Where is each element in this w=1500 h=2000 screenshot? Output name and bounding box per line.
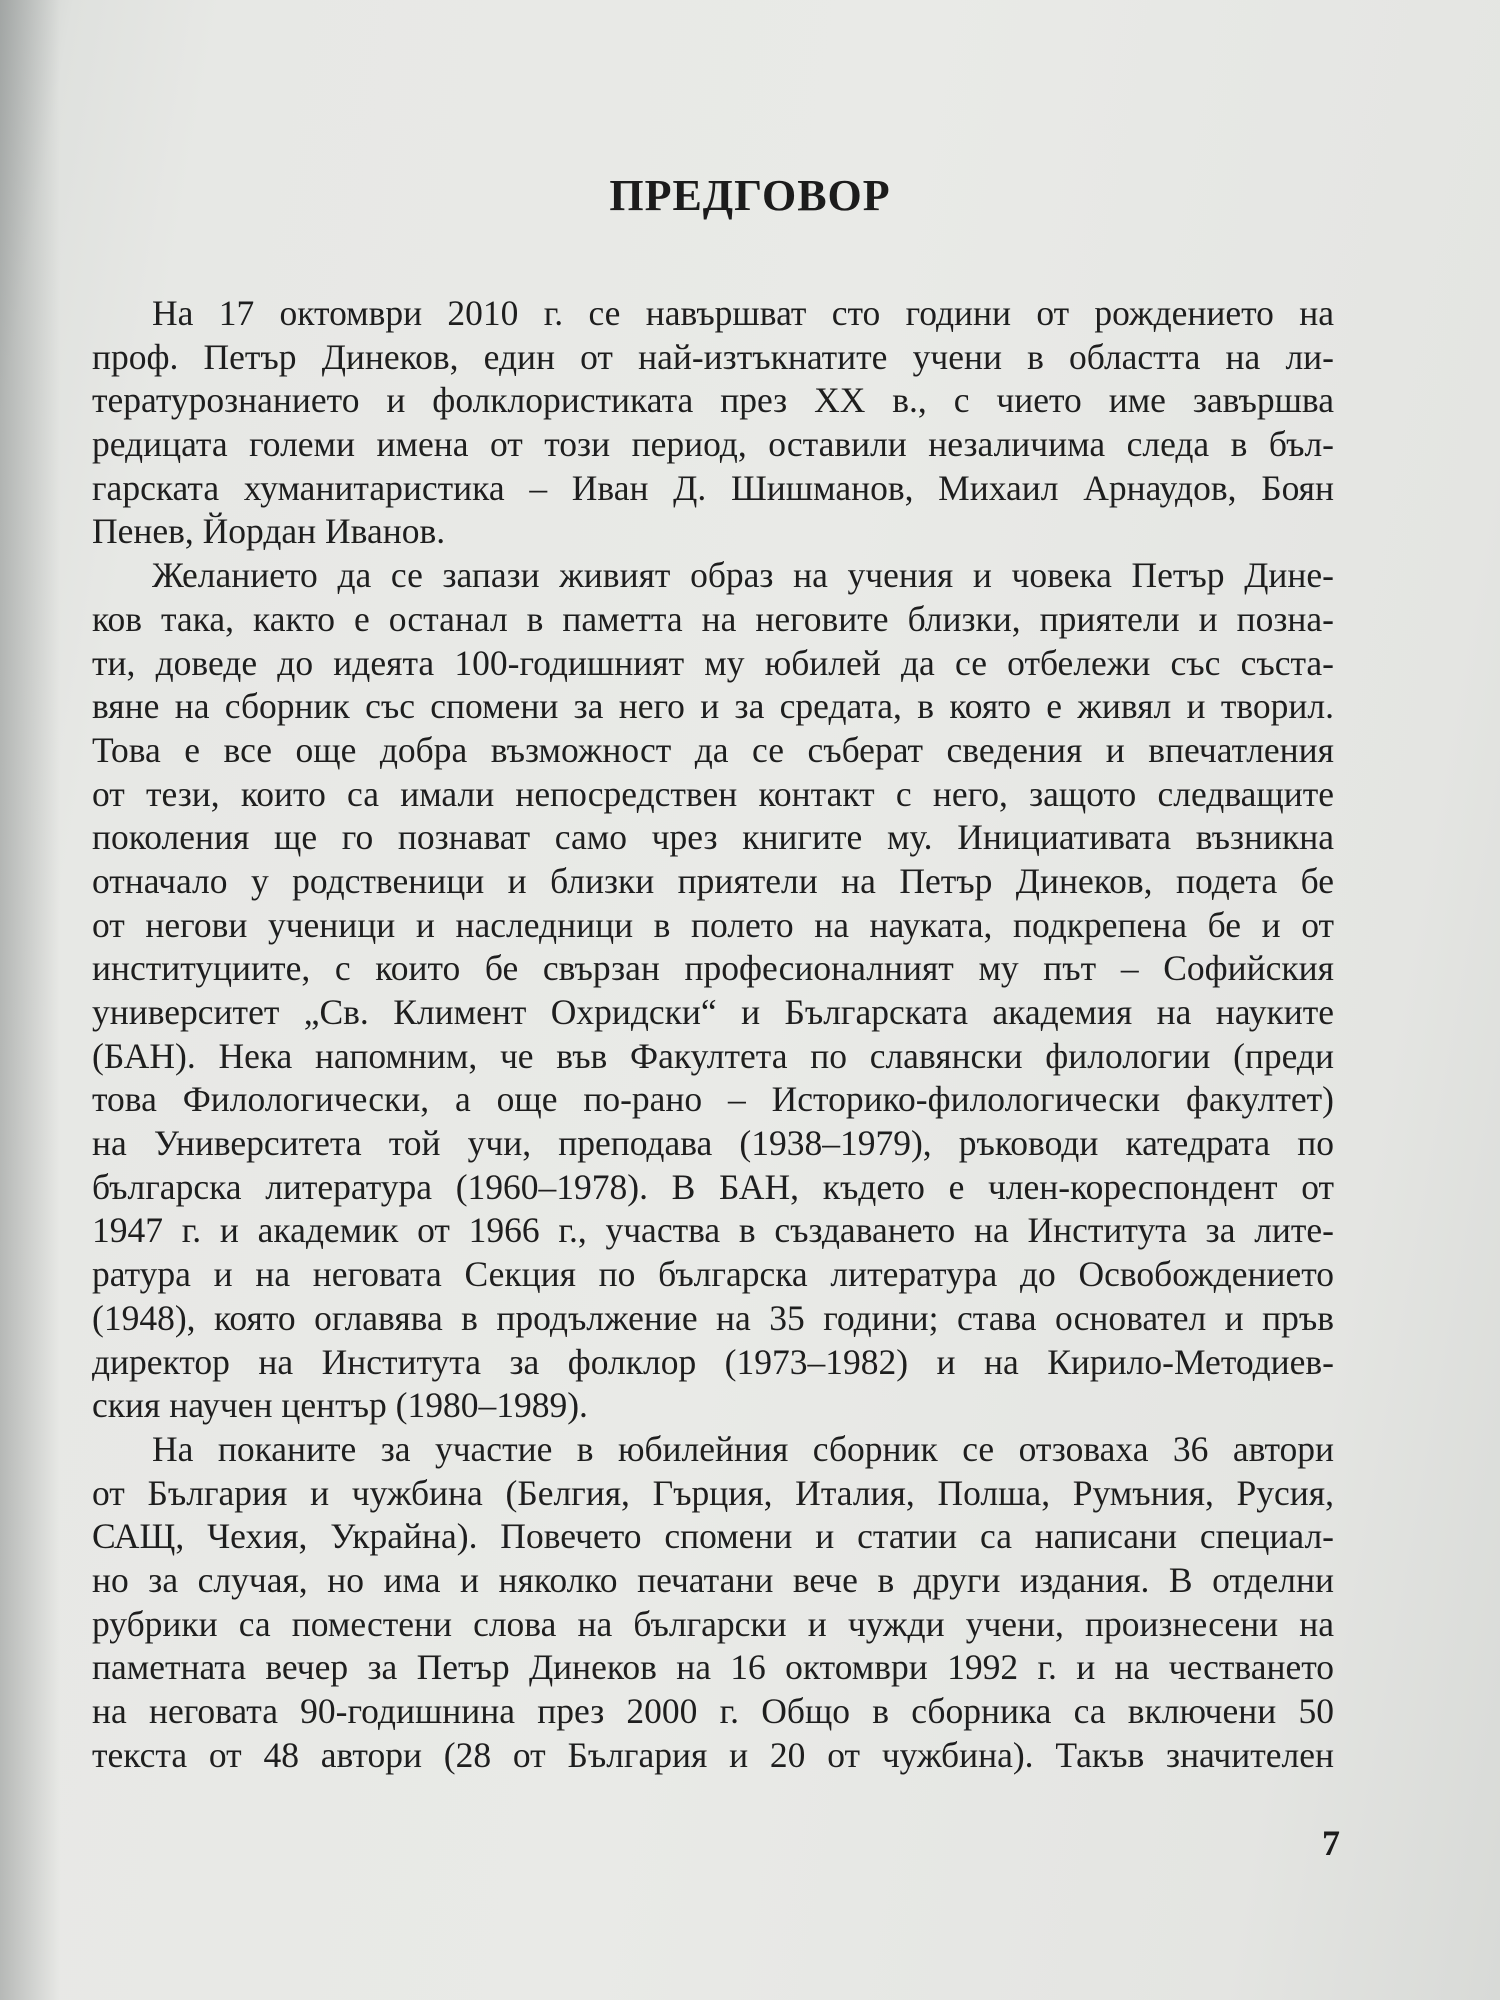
- text-line: на неговата 90-годишнина през 2000 г. Общо в сборника са включени 50: [92, 1691, 1334, 1731]
- text-line: проф. Петър Динеков, един от най-изтъкнатите учени в областта на ли-: [92, 336, 1334, 377]
- text-line: на Университета той учи, преподава (1938–1979), ръководи катедрата по: [92, 1123, 1334, 1164]
- text-line: На поканите за участие в юбилейния сборник се отзоваха 36 автори: [152, 1428, 1334, 1469]
- text-line: Пенев, Йордан Иванов.: [92, 511, 446, 552]
- text-line: но за случая, но има и няколко печатани вече в други издания. В отделни: [92, 1559, 1334, 1600]
- text-line: (БАН). Нека напомним, че във Факултета по славянски филологии (преди: [92, 1035, 1334, 1076]
- text-line: рубрики са поместени слова на български и чужди учени, произнесени на: [92, 1603, 1334, 1644]
- page-title: ПРЕДГОВОР: [609, 171, 891, 220]
- text-line: текста от 48 автори (28 от България и 20 от чужбина). Такъв значителен: [92, 1734, 1334, 1775]
- text-line: редицата големи имена от този период, оставили незаличима следа в бъл-: [92, 424, 1334, 465]
- text-line: вяне на сборник със спомени за него и за средата, в която е живял и творил.: [92, 686, 1334, 727]
- text-line: (1948), която оглавява в продължение на 35 години; става основател и пръв: [92, 1297, 1334, 1338]
- text-line: това Филологически, а още по-рано – Историко-филологически факултет): [92, 1079, 1334, 1120]
- page-number: 7: [1322, 1823, 1340, 1863]
- text-line: ратура и на неговата Секция по българска литература до Освобождението: [92, 1254, 1334, 1295]
- text-line: от негови ученици и наследници в полето на науката, подкрепена бе и от: [92, 904, 1334, 945]
- text-line: На 17 октомври 2010 г. се навършват сто години от рождението на: [152, 293, 1334, 333]
- text-line: 1947 г. и академик от 1966 г., участва в създаването на Института за лите-: [92, 1210, 1334, 1251]
- text-line: българска литература (1960–1978). В БАН, където е член-кореспондент от: [92, 1166, 1334, 1207]
- text-line: университет „Св. Климент Охридски“ и Българската академия на науките: [92, 992, 1334, 1032]
- text-line: ския научен център (1980–1989).: [92, 1385, 588, 1426]
- text-line: Желанието да се запази живият образ на учения и човека Петър Дине-: [152, 555, 1334, 596]
- text-line: паметната вечер за Петър Динеков на 16 октомври 1992 г. и на честването: [92, 1647, 1334, 1688]
- text-line: институциите, с които бе свързан професионалният му път – Софийския: [92, 948, 1334, 989]
- text-line: отначало у родственици и близки приятели на Петър Динеков, подета бе: [92, 860, 1334, 901]
- body-text: [92, 292, 1334, 1777]
- text-line: ков така, както е останал в паметта на неговите близки, приятели и позна-: [92, 598, 1334, 639]
- text-line: тературознанието и фолклористиката през ХХ в., с чието име завършва: [92, 380, 1334, 421]
- text-line: поколения ще го познават само чрез книгите му. Инициативата възникна: [92, 817, 1334, 858]
- text-line: директор на Института за фолклор (1973–1982) и на Кирило-Методиев-: [92, 1341, 1334, 1382]
- text-line: ти, доведе до идеята 100-годишният му юбилей да се отбележи със съста-: [92, 642, 1334, 683]
- text-line: САЩ, Чехия, Украйна). Повечето спомени и статии са написани специал-: [92, 1516, 1334, 1557]
- text-line: Това е все още добра възможност да се съберат сведения и впечатления: [92, 729, 1334, 770]
- gutter-shadow: [0, 0, 60, 2000]
- text-line: от тези, които са имали непосредствен контакт с него, защото следващите: [92, 773, 1334, 814]
- text-line: от България и чужбина (Белгия, Гърция, Италия, Полша, Румъния, Русия,: [92, 1472, 1334, 1513]
- text-line: гарската хуманитаристика – Иван Д. Шишманов, Михаил Арнаудов, Боян: [92, 467, 1334, 508]
